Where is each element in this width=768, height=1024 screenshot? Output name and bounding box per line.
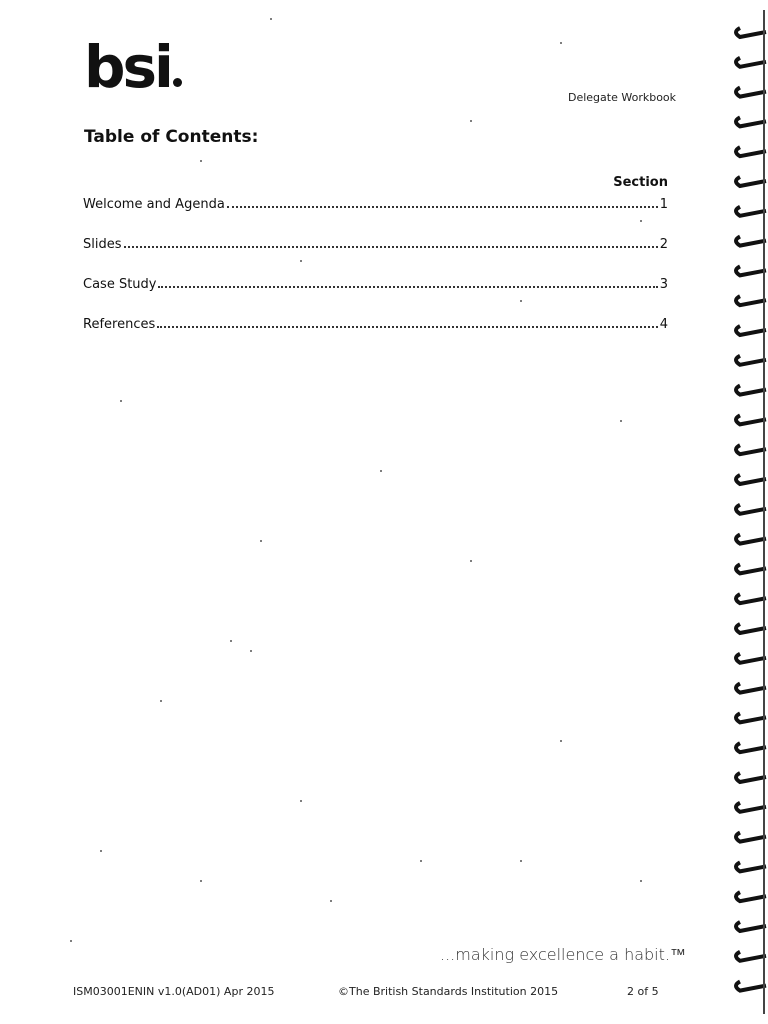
scan-speck [300,260,302,262]
toc-title: Table of Contents: [84,127,259,147]
binding-coil [736,535,766,544]
toc-entry-label: Welcome and Agenda [83,197,225,212]
binding-coil [736,326,766,335]
binding-coil [736,952,766,961]
scan-speck [250,650,252,652]
scan-speck [640,880,642,882]
binding-coil [736,624,766,633]
toc-entry-section: 4 [659,317,668,332]
binding-coil [736,594,766,603]
toc-list [83,197,668,357]
toc-entry-section: 3 [659,277,668,292]
binding-coil [736,296,766,305]
scan-speck [300,800,302,802]
binding-coil [736,773,766,782]
binding-coil [736,356,766,365]
binding-coil [736,177,766,186]
binding-coil [736,862,766,871]
section-column-header: Section [613,175,668,190]
dot-leader [157,326,657,328]
scan-speck [380,470,382,472]
binding-coil [736,803,766,812]
binding-coils [736,10,766,1014]
scan-speck [270,18,272,20]
scan-speck [70,940,72,942]
toc-entry-section: 2 [659,237,668,252]
toc-entry-label: References [83,317,156,332]
binding-coil [736,833,766,842]
document-code: ISM03001ENIN v1.0(AD01) Apr 2015 [73,985,275,998]
toc-entry-references [83,317,668,357]
scan-speck [160,700,162,702]
binding-coil [736,58,766,67]
binding-coil [736,207,766,216]
toc-entry-section: 1 [659,197,668,212]
scan-speck [620,420,622,422]
scan-speck [100,850,102,852]
scan-speck [330,900,332,902]
binding-coil [736,147,766,156]
toc-entry-label: Case Study [83,277,157,292]
binding-coil [736,266,766,275]
scan-speck [560,740,562,742]
scan-speck [520,300,522,302]
binding-coil [736,982,766,991]
binding-coil [736,743,766,752]
scan-speck [640,220,642,222]
registered-mark-icon [173,78,182,87]
bsi-logo [84,33,182,101]
binding-coil [736,713,766,722]
binding-coil [736,922,766,931]
binding-coil [736,28,766,37]
scan-speck [200,160,202,162]
scan-speck [230,640,232,642]
binding-coil [736,117,766,126]
dot-leader [158,286,657,288]
binding-coil [736,475,766,484]
toc-entry-welcome [83,197,668,237]
scan-speck [470,120,472,122]
spiral-binding [726,0,768,1024]
binding-coil [736,445,766,454]
scan-speck [120,400,122,402]
document-type: Delegate Workbook [568,91,677,104]
binding-coil [736,654,766,663]
toc-entry-slides [83,237,668,277]
scan-speck [420,860,422,862]
binding-coil [736,237,766,246]
binding-coil [736,892,766,901]
scan-speck [520,860,522,862]
scan-speck [470,560,472,562]
binding-coil [736,88,766,97]
binding-coil [736,684,766,693]
toc-entry-case-study [83,277,668,317]
binding-coil [736,505,766,514]
dot-leader [124,246,658,248]
binding-coil [736,564,766,573]
binding-coil [736,415,766,424]
dot-leader [227,206,658,208]
binding-coil [736,386,766,395]
copyright-notice: ©The British Standards Institution 2015 [338,985,559,998]
scan-speck [260,540,262,542]
scan-speck [560,42,562,44]
toc-entry-label: Slides [83,237,122,252]
logo-text: bsi [84,33,171,101]
page-number: 2 of 5 [627,985,659,998]
brand-tagline: ...making excellence a habit.™ [440,945,686,964]
scan-speck [200,880,202,882]
